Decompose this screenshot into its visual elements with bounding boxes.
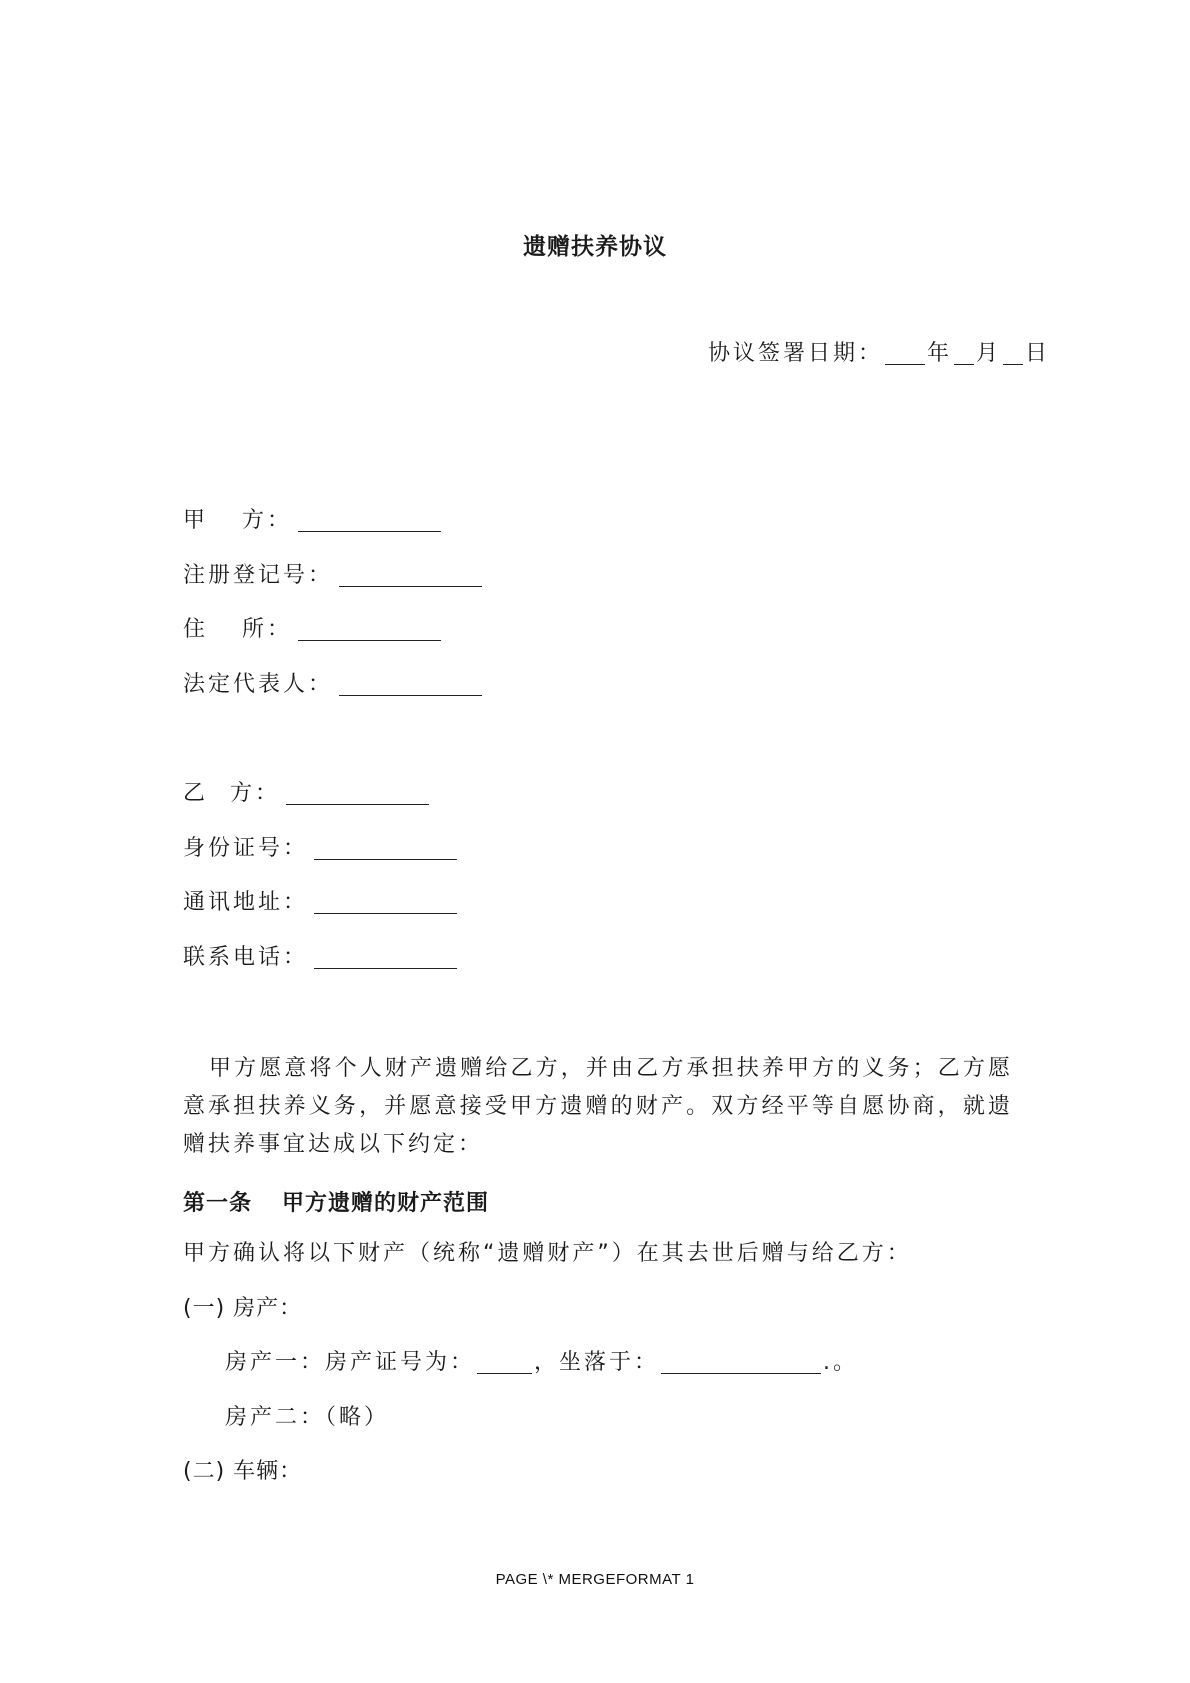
party-a-name-label-end: 方： [242, 508, 293, 533]
document-title: 遗赠扶养协议 [523, 234, 667, 260]
party-b-phone-label: 联系电话： [183, 945, 309, 970]
property-1-location-field[interactable] [661, 1351, 821, 1374]
property-2-line: 房产二：（略） [225, 1405, 390, 1430]
party-b-name-label: 乙 [183, 781, 209, 806]
party-b-mail-label: 通讯地址： [183, 890, 309, 915]
month-label: 月 [976, 341, 1002, 366]
property-1-line [225, 1349, 858, 1377]
party-b-mail-field[interactable] [314, 891, 457, 914]
party-a-name-field[interactable] [298, 509, 441, 532]
party-b-id-field[interactable] [314, 837, 457, 860]
property-1-prefix: 房产一：房产证号为： [225, 1350, 476, 1375]
year-label: 年 [927, 341, 953, 366]
sign-date-label: 协议签署日期： [708, 341, 884, 366]
article-1-heading [183, 1186, 489, 1217]
article-1-title: 甲方遗赠的财产范围 [282, 1191, 490, 1216]
intro-text: 甲方愿意将个人财产遗赠给乙方，并由乙方承担扶养甲方的义务；乙方愿意承担扶养义务，并愿意接受甲方遗赠的财产。双方经平等自愿协商，就遗赠扶养事宜达成以下约定： [183, 1056, 1013, 1157]
month-blank[interactable] [954, 342, 974, 365]
property-1-mid: ，坐落于： [534, 1350, 660, 1375]
article-1-lead: 甲方确认将以下财产（统称“遗赠财产”）在其去世后赠与给乙方： [183, 1241, 912, 1266]
page-footer: PAGE \* MERGEFORMAT 1 [495, 1571, 695, 1588]
party-a-name-line [183, 507, 441, 535]
party-a-name-label: 甲 [183, 508, 209, 533]
party-a-address-line [183, 616, 441, 644]
party-b-phone-line [183, 944, 457, 972]
party-b-mail-line [183, 889, 457, 917]
party-b-id-line [183, 835, 457, 863]
party-a-reg-line [183, 562, 482, 590]
party-a-rep-field[interactable] [339, 673, 482, 696]
party-b-name-label-end: 方： [230, 781, 281, 806]
property-1-cert-field[interactable] [477, 1351, 532, 1374]
party-a-address-label-end: 所： [242, 617, 293, 642]
section-2-heading: (二) 车辆： [183, 1459, 303, 1484]
party-b-name-line [183, 780, 429, 808]
section-1-heading: (一) 房产： [183, 1296, 303, 1321]
day-label: 日 [1025, 341, 1051, 366]
sign-date-line [708, 340, 1050, 368]
party-b-id-label: 身份证号： [183, 836, 309, 861]
party-b-name-field[interactable] [286, 782, 429, 805]
party-a-rep-label: 法定代表人： [183, 672, 334, 697]
intro-paragraph [183, 1050, 1013, 1164]
party-a-reg-field[interactable] [339, 564, 482, 587]
party-a-reg-label: 注册登记号： [183, 563, 334, 588]
party-a-rep-line [183, 671, 482, 699]
property-1-end: .。 [823, 1350, 859, 1375]
article-1-number: 第一条 [183, 1191, 253, 1216]
party-b-phone-field[interactable] [314, 946, 457, 969]
day-blank[interactable] [1003, 342, 1023, 365]
party-a-address-label: 住 [183, 617, 209, 642]
party-a-address-field[interactable] [298, 618, 441, 641]
year-blank[interactable] [885, 342, 925, 365]
